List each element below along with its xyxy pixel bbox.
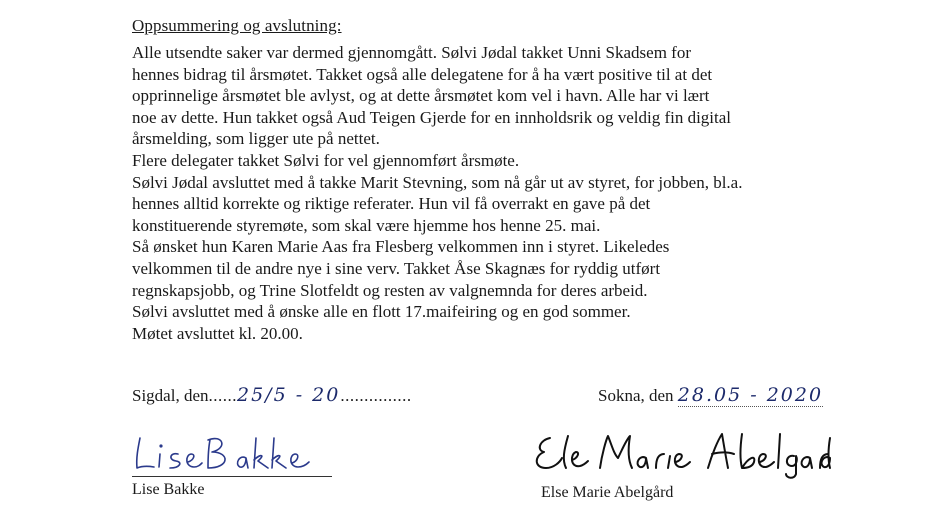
left-date-dots-after: ...............: [340, 386, 412, 405]
summary-body: [132, 42, 932, 344]
body-line: Møtet avsluttet kl. 20.00.: [132, 323, 303, 343]
left-signatory-name: Lise Bakke: [132, 481, 205, 498]
body-line: opprinnelige årsmøtet ble avlyst, og at dette årsmøtet kom vel i havn. Alle har vi lært: [132, 86, 710, 106]
left-place-prefix: Sigdal, den: [132, 386, 209, 405]
left-signature-line: [132, 476, 332, 477]
left-place-date: [132, 384, 412, 406]
right-signatory-name: Else Marie Abelgård: [541, 484, 674, 501]
body-line: Sølvi Jødal avsluttet med å takke Marit Stevning, som nå går ut av styret, for jobben, bl.a.: [132, 172, 743, 192]
summary-heading: Oppsummering og avslutning:: [132, 16, 342, 35]
body-line: Så ønsket hun Karen Marie Aas fra Flesberg velkommen inn i styret. Likeledes: [132, 237, 670, 257]
left-date-dots: ......: [208, 386, 237, 405]
body-line: hennes bidrag til årsmøtet. Takket også alle delegatene for å ha vært positive til at det: [132, 64, 713, 84]
right-handwritten-date: 28.05 - 2020: [677, 384, 824, 406]
body-line: Alle utsendte saker var dermed gjennomgått. Sølvi Jødal takket Unni Skadsem for: [132, 43, 691, 62]
body-line: regnskapsjobb, og Trine Slotfeldt og resten av valgnemnda for deres arbeid.: [132, 280, 648, 300]
body-line: årsmelding, som ligger ute på nettet.: [132, 129, 380, 149]
body-line: hennes alltid korrekte og riktige referater. Hun vil få overrakt en gave på det: [132, 194, 651, 214]
body-line: Flere delegater takket Sølvi for vel gjennomført årsmøte.: [132, 150, 520, 170]
body-line: velkommen til de andre nye i sine verv. Takket Åse Skagnæs for ryddig utført: [132, 258, 661, 278]
left-handwritten-date: 25/5 - 20: [237, 384, 341, 406]
else-marie-abelgard-signature: [528, 428, 838, 480]
body-line: konstituerende styremøte, som skal være hjemme hos henne 25. mai.: [132, 215, 601, 235]
right-place-date: [598, 384, 823, 406]
body-line: noe av dette. Hun takket også Aud Teigen Gjerde for en innholdsrik og veldig fin digital: [132, 107, 732, 127]
right-place-prefix: Sokna, den: [598, 386, 674, 405]
lise-bakke-signature: [128, 430, 318, 478]
body-line: Sølvi avsluttet med å ønske alle en flott 17.maifeiring og en god sommer.: [132, 302, 631, 322]
